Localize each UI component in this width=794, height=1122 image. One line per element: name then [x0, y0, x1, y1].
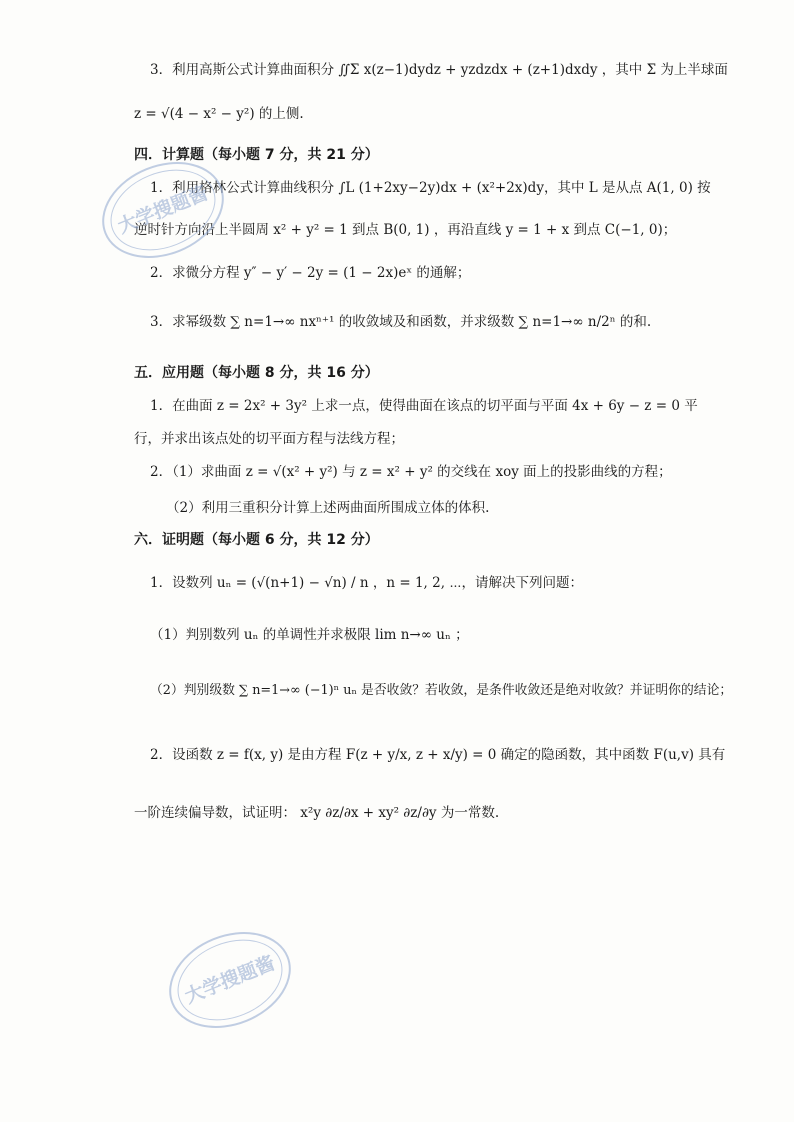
- calc-question-3: 3．求幂级数 ∑ n=1→∞ nxⁿ⁺¹ 的收敛域及和函数，并求级数 ∑ n=1→∞ n/2ⁿ 的和.: [150, 314, 652, 330]
- watermark-text-bottom: 大学搜题酱: [181, 952, 279, 1008]
- app-question-2-part-2: （2）利用三重积分计算上述两曲面所围成立体的体积.: [166, 500, 490, 516]
- proof-question-1-part-2: （2）判别级数 ∑ n=1→∞ (−1)ⁿ uₙ 是否收敛？若收敛，是条件收敛还是绝对收敛？并证明你的结论；: [150, 683, 733, 698]
- calc-question-1-line-2: 逆时针方向沿上半圆周 x² + y² = 1 到点 B(0, 1) ，再沿直线 y = 1 + x 到点 C(−1, 0)；: [134, 222, 677, 238]
- app-question-2-part-1: 2．（1）求曲面 z = √(x² + y²) 与 z = x² + y² 的交线在 xoy 面上的投影曲线的方程；: [150, 464, 672, 480]
- section-6-heading: 六．证明题（每小题 6 分，共 12 分）: [134, 532, 379, 548]
- app-question-1-line-2: 行，并求出该点处的切平面方程与法线方程；: [134, 431, 404, 447]
- problem-3-line-1: 3．利用高斯公式计算曲面积分 ∬Σ x(z−1)dydz + yzdzdx + (z+1)dxdy ，其中 Σ 为上半球面: [150, 62, 728, 78]
- proof-question-2-line-2: 一阶连续偏导数，试证明： x²y ∂z/∂x + xy² ∂z/∂y 为一常数.: [134, 805, 500, 821]
- section-4-heading: 四．计算题（每小题 7 分，共 21 分）: [134, 147, 379, 163]
- calc-question-1-line-1: 1．利用格林公式计算曲线积分 ∫L (1+2xy−2y)dx + (x²+2x)dy，其中 L 是从点 A(1, 0) 按: [150, 180, 711, 196]
- app-question-1-line-1: 1．在曲面 z = 2x² + 3y² 上求一点，使得曲面在该点的切平面与平面 4x + 6y − z = 0 平: [150, 398, 698, 414]
- watermark-stamp-bottom: [155, 920, 305, 1040]
- problem-3-line-2: z = √(4 − x² − y²) 的上侧.: [134, 106, 304, 122]
- calc-question-2: 2．求微分方程 y″ − y′ − 2y = (1 − 2x)eˣ 的通解；: [150, 265, 471, 281]
- proof-question-2-line-1: 2．设函数 z = f(x, y) 是由方程 F(z + y/x, z + x/y) = 0 确定的隐函数，其中函数 F(u,v) 具有: [150, 747, 726, 763]
- section-5-heading: 五．应用题（每小题 8 分，共 16 分）: [134, 365, 379, 381]
- proof-question-1-part-1: （1）判别数列 uₙ 的单调性并求极限 lim n→∞ uₙ ；: [150, 627, 469, 643]
- watermark-stamp-top: [88, 150, 238, 270]
- proof-question-1-line-1: 1．设数列 uₙ = (√(n+1) − √n) / n ，n = 1, 2, ⋯，请解决下列问题：: [150, 575, 583, 591]
- watermark-text-top: 大学搜题酱: [114, 182, 212, 238]
